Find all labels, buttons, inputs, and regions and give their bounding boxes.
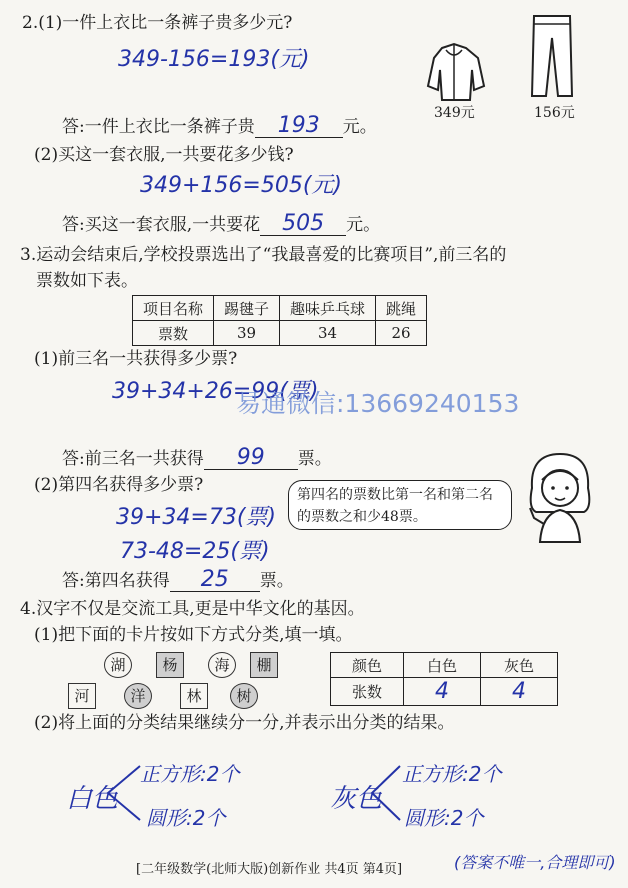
answer-suffix: 元。	[346, 215, 381, 235]
classify-table	[330, 652, 558, 706]
classify-table-header-cell: 灰色	[481, 653, 558, 678]
hint-text: 第四名的票数比第一名和第二名的票数之和少48票。	[297, 487, 493, 525]
char-card-circle: 树	[230, 683, 258, 709]
q4-part2-question: (2)将上面的分类结果继续分一分,并表示出分类的结果。	[34, 713, 455, 733]
q3-intro-line1: 3.运动会结束后,学校投票选出了“我最喜爱的比赛项目”,前三名的	[20, 245, 507, 265]
pants-price: 156元	[534, 105, 575, 121]
vote-table-cell: 26	[376, 321, 427, 346]
char-card-circle: 海	[208, 652, 236, 678]
q2-part2-work: 349+156=505(元)	[140, 173, 343, 198]
answer-suffix: 票。	[297, 449, 332, 469]
char-card-circle: 洋	[124, 683, 152, 709]
answer-value: 25	[200, 567, 229, 592]
classify-table-cell: 4	[481, 678, 558, 706]
vote-table-header-cell: 跳绳	[376, 296, 427, 321]
classify-table-data-row	[331, 678, 558, 706]
char-card-square: 河	[68, 683, 96, 709]
watermark-text: 易通微信:13669240153	[236, 389, 520, 418]
q3-part1-answer	[62, 445, 332, 470]
q3-part1-work: 39+34+26=99(票)	[112, 379, 319, 404]
q3-part2-question: (2)第四名获得多少票?	[34, 475, 204, 495]
answer-value: 505	[282, 211, 325, 236]
vote-table-cell: 票数	[133, 321, 214, 346]
answer-value: 193	[277, 113, 320, 138]
char-card-square: 林	[180, 683, 208, 709]
answer-prefix: 答:买这一套衣服,一共要花	[62, 215, 261, 235]
q3-part1-question: (1)前三名一共获得多少票?	[34, 349, 238, 369]
q2-part1-answer	[62, 113, 377, 138]
q2-part2-answer	[62, 211, 381, 236]
classify-table-header-cell: 颜色	[331, 653, 404, 678]
answer-blank[interactable]	[255, 113, 343, 138]
q2-part2-question: (2)买这一套衣服,一共要花多少钱?	[34, 145, 294, 165]
girl-icon	[520, 448, 600, 544]
q3-part2-work-line2: 73-48=25(票)	[120, 539, 270, 564]
coat-price: 349元	[434, 105, 475, 121]
char-card-circle: 湖	[104, 652, 132, 678]
q3-part2-answer	[62, 567, 294, 592]
vote-table-header-cell: 趣味乒乓球	[280, 296, 376, 321]
q3-part2-work-line1: 39+34=73(票)	[116, 505, 277, 530]
classify-table-cell: 4	[404, 678, 481, 706]
q2-part1-work: 349-156=193(元)	[118, 47, 310, 72]
answer-prefix: 答:第四名获得	[62, 571, 170, 591]
answer-blank[interactable]	[260, 211, 346, 236]
gray-square-count: 正方形:2个	[402, 762, 502, 786]
classify-table-row-label: 张数	[331, 678, 404, 706]
vote-table-header-row	[133, 296, 427, 321]
page-footer: [二年级数学(北师大版)创新作业 共4页 第4页]	[136, 862, 403, 877]
white-square-count: 正方形:2个	[140, 762, 240, 786]
char-card-square: 杨	[156, 652, 184, 678]
white-circle-count: 圆形:2个	[146, 806, 226, 830]
vote-table-header-cell: 踢毽子	[214, 296, 280, 321]
answer-prefix: 答:前三名一共获得	[62, 449, 204, 469]
vote-table	[132, 295, 427, 346]
gray-branch-bracket	[368, 762, 404, 824]
q2-part1-question: 2.(1)一件上衣比一条裤子贵多少元?	[22, 13, 293, 33]
white-category-label: 白色	[66, 784, 119, 814]
answer-value: 99	[236, 445, 265, 470]
q4-part1-question: (1)把下面的卡片按如下方式分类,填一填。	[34, 625, 353, 645]
q4-intro: 4.汉字不仅是交流工具,更是中华文化的基因。	[20, 599, 365, 619]
q3-intro-line2: 票数如下表。	[36, 271, 138, 291]
coat-icon	[420, 40, 492, 104]
hint-speech-bubble	[288, 480, 512, 530]
gray-circle-count: 圆形:2个	[404, 806, 484, 830]
vote-table-data-row	[133, 321, 427, 346]
char-card-square: 棚	[250, 652, 278, 678]
vote-table-header-cell: 项目名称	[133, 296, 214, 321]
vote-table-cell: 39	[214, 321, 280, 346]
classify-table-header-row	[331, 653, 558, 678]
answer-note: (答案不唯一,合理即可)	[454, 853, 616, 872]
classify-table-header-cell: 白色	[404, 653, 481, 678]
pants-icon	[530, 14, 574, 98]
answer-suffix: 票。	[259, 571, 294, 591]
vote-table-cell: 34	[280, 321, 376, 346]
answer-suffix: 元。	[342, 117, 377, 137]
white-branch-bracket	[104, 762, 144, 824]
answer-blank[interactable]	[170, 567, 260, 592]
answer-blank[interactable]	[204, 445, 298, 470]
gray-category-label: 灰色	[330, 784, 383, 814]
answer-prefix: 答:一件上衣比一条裤子贵	[62, 117, 255, 137]
